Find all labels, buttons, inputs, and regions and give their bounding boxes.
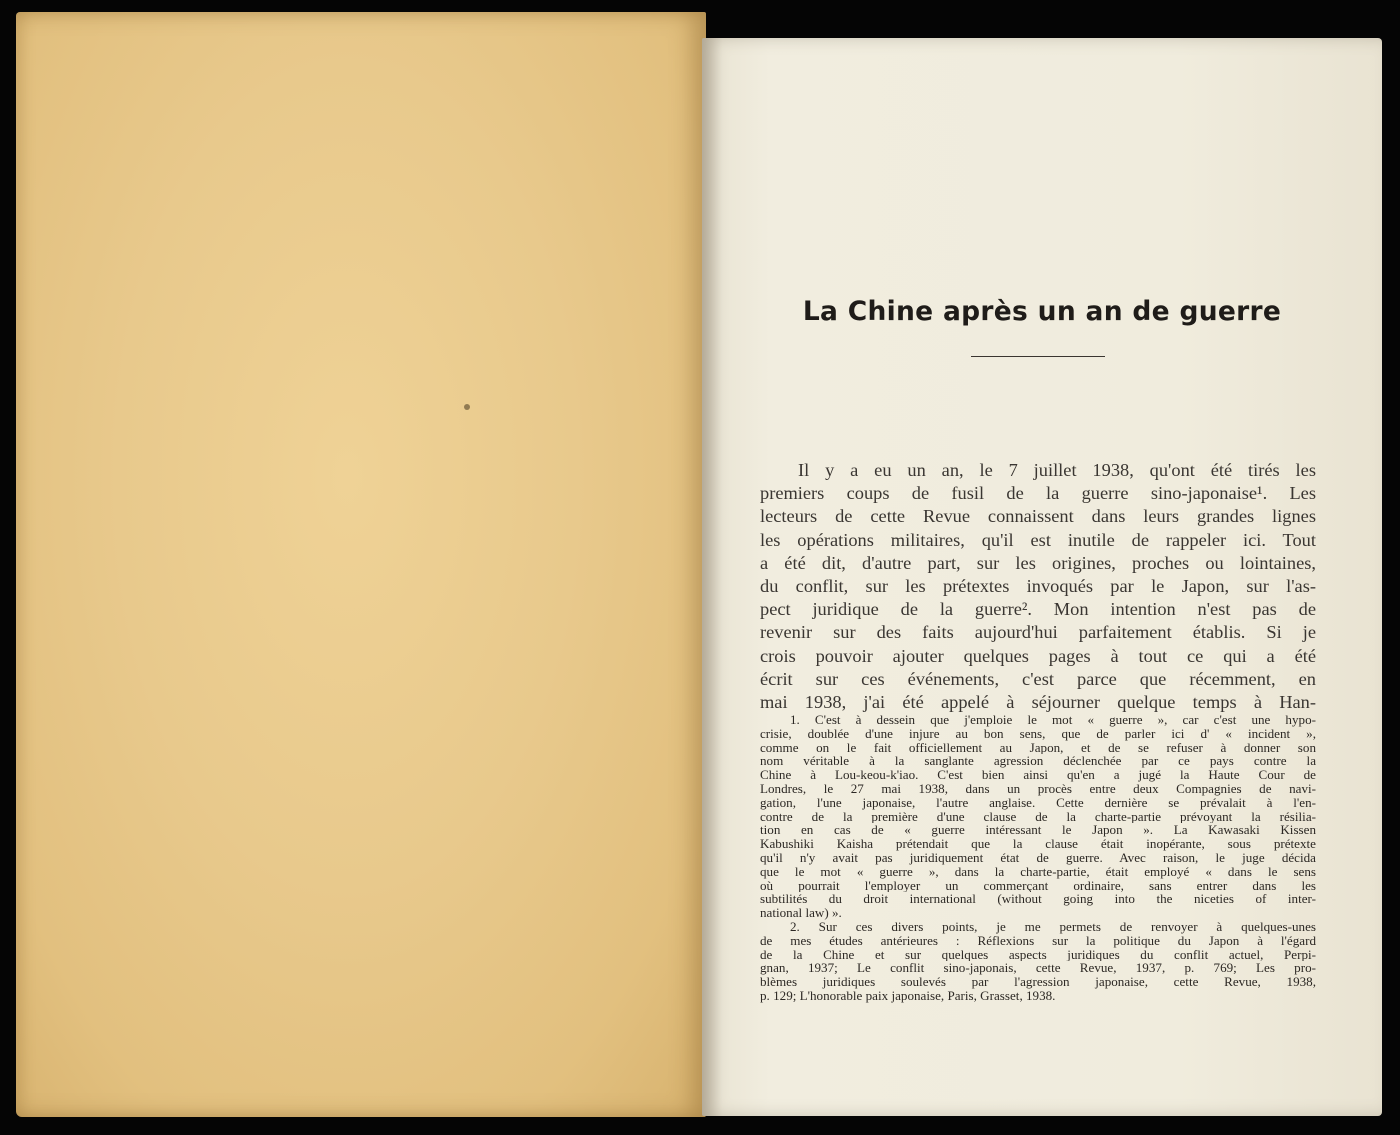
footnote-line: de la Chine et sur quelques aspects juridiques du conflit actuel, Perpi- bbox=[760, 947, 1316, 962]
footnote-line: Kabushiki Kaisha prétendait que la clause était inopérante, sous prétexte bbox=[760, 837, 1316, 851]
footnote-line: 2. Sur ces divers points, je me permets de renvoyer à quelques-unes bbox=[790, 919, 1316, 934]
body-line: mai 1938, j'ai été appelé à séjourner quelque temps à Han- bbox=[760, 692, 1316, 713]
footnote-line: 1. C'est à dessein que j'emploie le mot « guerre », car c'est une hypo- bbox=[790, 713, 1316, 727]
footnote-line: national law) ». bbox=[760, 906, 842, 920]
footnote-line: gnan, 1937; Le conflit sino-japonais, cette Revue, 1937, p. 769; Les pro- bbox=[760, 961, 1316, 976]
footnote-line: où pourrait l'employer un commerçant ordinaire, sans entrer dans les bbox=[760, 878, 1316, 893]
left-page bbox=[16, 12, 706, 1117]
body-line: revenir sur des faits aujourd'hui parfaitement établis. Si je bbox=[760, 622, 1316, 643]
body-line: a été dit, d'autre part, sur les origines, proches ou lointaines, bbox=[760, 552, 1316, 573]
footnote-line: contre de la première d'une clause de la charte-partie prévoyant la résilia- bbox=[760, 809, 1316, 824]
footnote-line: qu'il n'y avait pas juridiquement état de guerre. Avec raison, le juge décida bbox=[760, 850, 1316, 865]
paper-spot bbox=[464, 404, 470, 410]
footnote-line: Chine à Lou-keou-k'iao. C'est bien ainsi qu'en a jugé la Haute Cour de bbox=[760, 768, 1316, 782]
footnote-line: nom véritable à la sanglante agression déclenchée par ce pays contre la bbox=[760, 754, 1316, 769]
footnote-line: gation, l'une japonaise, l'autre anglaise. Cette dernière se prévalait à l'en- bbox=[760, 795, 1316, 810]
body-line: lecteurs de cette Revue connaissent dans leurs grandes lignes bbox=[760, 506, 1316, 527]
footnote-line: p. 129; L'honorable paix japonaise, Paris, Grasset, 1938. bbox=[760, 988, 1056, 1003]
body-line: crois pouvoir ajouter quelques pages à tout ce qui a été bbox=[760, 645, 1316, 666]
footnote-line: subtilités du droit international (without going into the niceties of inter- bbox=[760, 892, 1316, 907]
footnote-line: blèmes juridiques soulevés par l'agression japonaise, cette Revue, 1938, bbox=[760, 975, 1316, 989]
body-line: premiers coups de fusil de la guerre sino-japonaise¹. Les bbox=[760, 483, 1316, 504]
footnote-line: tion en cas de « guerre intéressant le Japon ». La Kawasaki Kissen bbox=[760, 823, 1316, 838]
footnote-line: de mes études antérieures : Réflexions sur la politique du Japon à l'égard bbox=[760, 933, 1316, 948]
body-text bbox=[760, 459, 1316, 714]
body-line: du conflit, sur les prétextes invoqués par le Japon, sur l'as- bbox=[760, 576, 1316, 597]
body-line: Il y a eu un an, le 7 juillet 1938, qu'ont été tirés les bbox=[798, 460, 1316, 480]
body-line: les opérations militaires, qu'il est inutile de rappeler ici. Tout bbox=[760, 529, 1316, 550]
footnote-line: crisie, doublée d'une injure au bon sens, que de parler ici d' « incident », bbox=[760, 726, 1316, 741]
footnote-line: que le mot « guerre », dans la charte-partie, était employé « dans le sens bbox=[760, 864, 1316, 879]
footnote-line: comme on le fait officiellement au Japon, et de se refuser à donner son bbox=[760, 740, 1316, 755]
body-line: écrit sur ces événements, c'est parce que récemment, en bbox=[760, 668, 1316, 689]
footnote-line: Londres, le 27 mai 1938, dans un procès entre deux Compagnies de navi- bbox=[760, 781, 1316, 796]
chapter-title: La Chine après un an de guerre bbox=[802, 296, 1282, 327]
body-line: pect juridique de la guerre². Mon intention n'est pas de bbox=[760, 599, 1316, 620]
right-page bbox=[702, 38, 1382, 1116]
footnotes bbox=[760, 713, 1316, 1003]
title-rule bbox=[971, 356, 1105, 357]
